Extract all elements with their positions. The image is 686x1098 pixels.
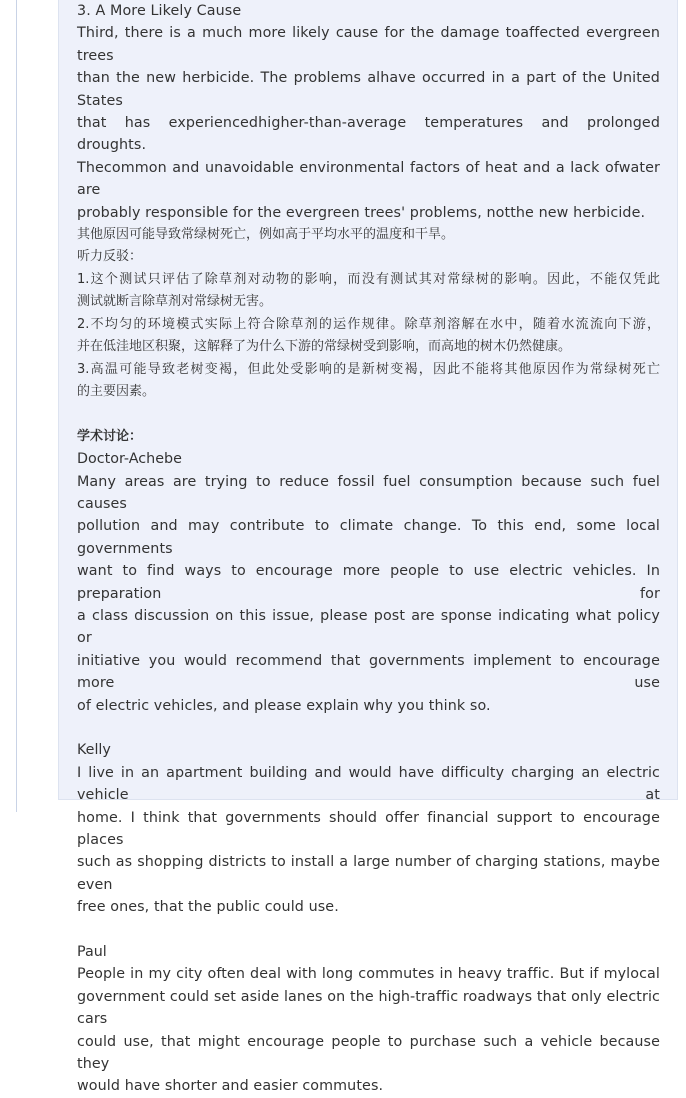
post-author: Kelly bbox=[77, 742, 111, 759]
rebuttal-point-2: 2.不均匀的环境模式实际上符合除草剂的运作规律。除草剂溶解在水中，随着水流流向下游， 并在低洼地区积聚，这解释了为什么下游的常绿树受到影响，而高地的树木仍然健康。 bbox=[77, 316, 660, 355]
paragraph-line: Thecommon and unavoidable environmental factors of heat and a lack ofwater are bbox=[77, 159, 660, 199]
cn-summary: 其他原因可能导致常绿树死亡，例如高于平均水平的温度和干旱。 bbox=[77, 227, 455, 243]
paragraph-line: probably responsible for the evergreen trees' problems, notthe new herbicide. bbox=[77, 204, 646, 221]
paragraph-line: that has experiencedhigher-than-average temperatures and prolonged droughts. bbox=[77, 115, 660, 154]
left-border-rule bbox=[16, 0, 17, 812]
post-body: Many areas are trying to reduce fossil fuel consumption because such fuel causes pollution and may contribute to climate change. To this end, some local governments want to find ways to encourage more people to use electric vehicles. In preparation for a class discussion on this issue, please post are sponse indicating what policy or initiative you would recommend that governments implement to encourage more use of electric vehicles, and please explain why you think so. bbox=[77, 473, 660, 714]
spacer bbox=[77, 919, 660, 941]
post-author: Paul bbox=[77, 944, 107, 961]
spacer bbox=[77, 717, 660, 739]
section-paragraph bbox=[77, 22, 660, 224]
rebuttal-point-3: 3.高温可能导致老树变褐，但此处受影响的是新树变褐，因此不能将其他原因作为常绿树死亡 的主要因素。 bbox=[77, 361, 660, 399]
post-body: I live in an apartment building and would have difficulty charging an electric vehicle at home. I think that governments should offer financial support to encourage places such as shopping districts to install a large number of charging stations, maybe even free ones, that the public could use. bbox=[77, 764, 660, 916]
spacer bbox=[77, 403, 660, 425]
section-title: 3. A More Likely Cause bbox=[77, 3, 242, 19]
post-author: Doctor-Achebe bbox=[77, 451, 182, 468]
paragraph-line: Third, there is a much more likely cause for the damage toaffected evergreen trees bbox=[77, 25, 660, 64]
rebuttal-point-1: 1.这个测试只评估了除草剂对动物的影响，而没有测试其对常绿树的影响。因此，不能仅凭此 测试就断言除草剂对常绿树无害。 bbox=[77, 271, 660, 310]
listening-label: 听力反驳： bbox=[77, 249, 143, 265]
discussion-label: 学术讨论： bbox=[77, 428, 143, 444]
paragraph-line: than the new herbicide. The problems alhave occurred in a part of the United States bbox=[77, 70, 660, 109]
post-body: People in my city often deal with long commutes in heavy traffic. But if mylocal government could set aside lanes on the high-traffic roadways that only electric cars could use, that might encourage people to purchase such a vehicle because they would have shorter and easier commutes. bbox=[77, 966, 660, 1095]
article-body bbox=[77, 0, 660, 1098]
